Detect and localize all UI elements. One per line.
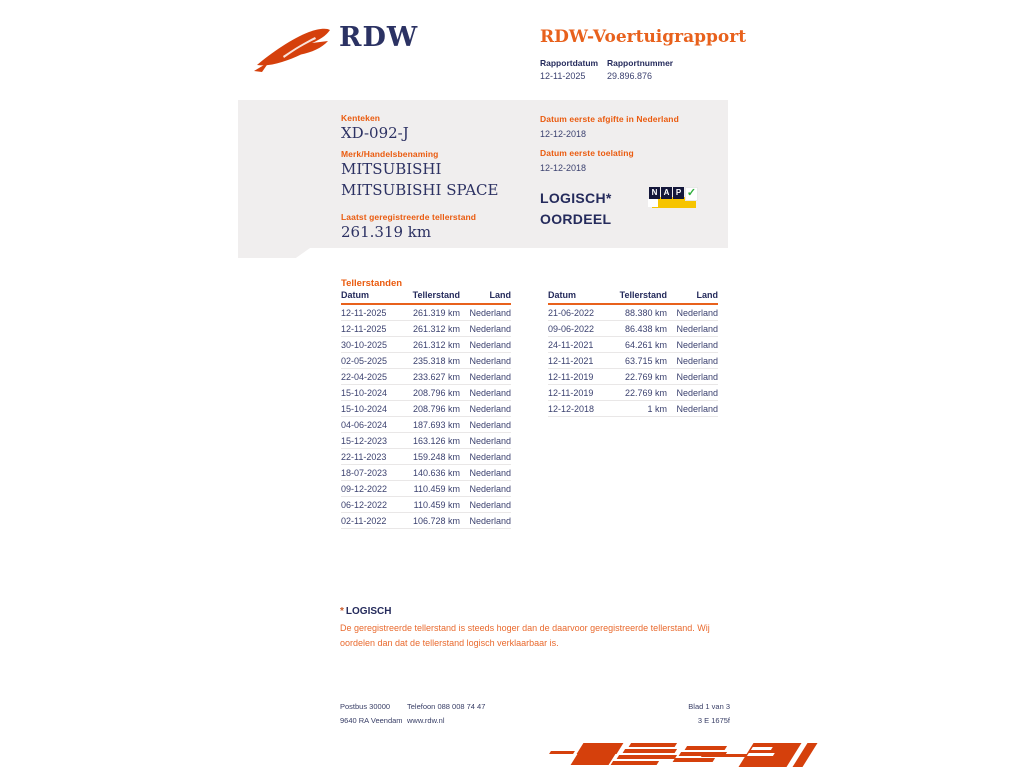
- table-row: [548, 353, 718, 369]
- table-cell: 18-07-2023: [341, 465, 399, 481]
- nap-white-chip: [648, 199, 658, 207]
- table-cell: 12-12-2018: [548, 401, 606, 417]
- table-cell: 21-06-2022: [548, 304, 606, 321]
- oordeel-text: [540, 188, 612, 230]
- col-header-tellerstand: Tellerstand: [606, 290, 667, 304]
- graphic-stripe: [577, 743, 624, 754]
- table-row: [548, 337, 718, 353]
- table-row: [341, 337, 511, 353]
- table-cell: Nederland: [460, 321, 511, 337]
- table-cell: 159.248 km: [399, 449, 460, 465]
- table-cell: 187.693 km: [399, 417, 460, 433]
- table-cell: 261.312 km: [399, 337, 460, 353]
- table-cell: 04-06-2024: [341, 417, 399, 433]
- table-cell: Nederland: [667, 304, 718, 321]
- oordeel-line1: LOGISCH*: [540, 190, 612, 206]
- graphic-stripe: [571, 754, 616, 765]
- col-header-datum: Datum: [341, 290, 399, 304]
- table-row: [548, 369, 718, 385]
- table-cell: 02-11-2022: [341, 513, 399, 529]
- table-cell: Nederland: [460, 481, 511, 497]
- kenteken-value: XD-092-J: [341, 124, 409, 142]
- report-date-label: Rapportdatum: [540, 58, 599, 68]
- afgifte-value: 12-12-2018: [540, 129, 587, 139]
- table-cell: Nederland: [460, 433, 511, 449]
- tables-heading: Tellerstanden: [341, 278, 403, 289]
- handelsbenaming-value: MITSUBISHI SPACE: [341, 181, 499, 199]
- table-cell: Nederland: [667, 369, 718, 385]
- table-cell: Nederland: [667, 353, 718, 369]
- table-cell: 208.796 km: [399, 401, 460, 417]
- merk-value: MITSUBISHI: [341, 160, 442, 178]
- table-cell: 22.769 km: [606, 369, 667, 385]
- merk-label: Merk/Handelsbenaming: [341, 149, 439, 159]
- nap-check-icon: ✓: [686, 187, 697, 199]
- table-cell: Nederland: [460, 353, 511, 369]
- oordeel-line2: OORDEEL: [540, 211, 612, 227]
- table-cell: 1 km: [606, 401, 667, 417]
- report-date-block: [540, 58, 598, 81]
- rdw-feather-logo-icon: [253, 24, 335, 74]
- graphic-stripe: [549, 751, 575, 754]
- nap-letter-n: N: [649, 187, 660, 199]
- table-cell: 22-11-2023: [341, 449, 399, 465]
- footnote-asterisk: *: [340, 606, 344, 617]
- footnote-text: De geregistreerde tellerstand is steeds hoger dan de daarvoor geregistreerde tellerstand. Wij oordelen dan dat de tellerstand logisch verklaarbaar is.: [340, 623, 710, 648]
- table-row: [548, 321, 718, 337]
- graphic-stripe: [629, 743, 677, 747]
- footer-website-link[interactable]: www.rdw.nl: [407, 716, 445, 725]
- table-row: [341, 433, 511, 449]
- rdw-wordmark: RDW: [339, 22, 419, 53]
- footer-contact: [407, 700, 485, 728]
- table-cell: 261.312 km: [399, 321, 460, 337]
- col-header-tellerstand: Tellerstand: [399, 290, 460, 304]
- toelating-label: Datum eerste toelating: [540, 148, 634, 158]
- table-row: [341, 417, 511, 433]
- table-cell: 140.636 km: [399, 465, 460, 481]
- table-row: [341, 321, 511, 337]
- table-cell: Nederland: [667, 401, 718, 417]
- table-cell: 163.126 km: [399, 433, 460, 449]
- table-cell: 110.459 km: [399, 481, 460, 497]
- table-cell: Nederland: [460, 465, 511, 481]
- table-cell: 15-12-2023: [341, 433, 399, 449]
- table-cell: 86.438 km: [606, 321, 667, 337]
- table-row: [341, 304, 511, 321]
- report-number-value: 29.896.876: [607, 71, 653, 81]
- table-row: [341, 481, 511, 497]
- table-row: [548, 304, 718, 321]
- kenteken-label: Kenteken: [341, 113, 381, 123]
- report-date-value: 12-11-2025: [540, 71, 586, 81]
- table-cell: 110.459 km: [399, 497, 460, 513]
- table-row: [341, 353, 511, 369]
- table-cell: 235.318 km: [399, 353, 460, 369]
- odometer-table-left: [341, 290, 511, 529]
- table-cell: Nederland: [460, 449, 511, 465]
- table-cell: 15-10-2024: [341, 401, 399, 417]
- table-cell: 15-10-2024: [341, 385, 399, 401]
- table-row: [341, 465, 511, 481]
- graphic-stripe: [617, 755, 677, 759]
- footnote-title-text: LOGISCH: [345, 606, 392, 617]
- table-cell: 208.796 km: [399, 385, 460, 401]
- footer-address: [340, 700, 403, 728]
- table-cell: 12-11-2021: [548, 353, 606, 369]
- table-cell: Nederland: [460, 401, 511, 417]
- table-cell: 22-04-2025: [341, 369, 399, 385]
- table-cell: 06-12-2022: [341, 497, 399, 513]
- table-row: [548, 385, 718, 401]
- table-header-row: [341, 290, 511, 304]
- col-header-land: Land: [667, 290, 718, 304]
- table-row: [341, 369, 511, 385]
- table-cell: Nederland: [460, 497, 511, 513]
- table-row: [341, 401, 511, 417]
- table-cell: Nederland: [667, 385, 718, 401]
- report-number-label: Rapportnummer: [607, 58, 674, 68]
- footnote-title: [340, 606, 391, 617]
- nap-logo: [648, 186, 696, 210]
- footer-page-indicator: Blad 1 van 3: [688, 702, 730, 711]
- odometer-table-right: [548, 290, 718, 417]
- graphic-stripe: [623, 749, 677, 753]
- graphic-block-slit: [751, 747, 773, 750]
- afgifte-label: Datum eerste afgifte in Nederland: [540, 114, 679, 124]
- table-cell: Nederland: [460, 337, 511, 353]
- graphic-stripe: [685, 746, 727, 750]
- table-cell: 233.627 km: [399, 369, 460, 385]
- col-header-land: Land: [460, 290, 511, 304]
- table-cell: 63.715 km: [606, 353, 667, 369]
- table-row: [548, 401, 718, 417]
- col-header-datum: Datum: [548, 290, 606, 304]
- table-cell: Nederland: [460, 385, 511, 401]
- footer-phone: Telefoon 088 008 74 47: [407, 702, 486, 711]
- table-cell: Nederland: [667, 321, 718, 337]
- table-header-row: [548, 290, 718, 304]
- footer-page-block: [600, 700, 730, 728]
- table-row: [341, 385, 511, 401]
- table-cell: 24-11-2021: [548, 337, 606, 353]
- table-cell: 22.769 km: [606, 385, 667, 401]
- table-row: [341, 513, 511, 529]
- footer-form-code: 3 E 1675f: [697, 716, 730, 725]
- table-cell: 09-06-2022: [548, 321, 606, 337]
- table-cell: 02-05-2025: [341, 353, 399, 369]
- table-cell: 64.261 km: [606, 337, 667, 353]
- footer-address-line1: Postbus 30000: [340, 702, 391, 711]
- table-cell: 12-11-2019: [548, 369, 606, 385]
- table-cell: 12-11-2025: [341, 321, 399, 337]
- tellerstand-value: 261.319 km: [341, 223, 432, 241]
- table-cell: 12-11-2025: [341, 304, 399, 321]
- table-row: [341, 449, 511, 465]
- graphic-block-slit: [747, 753, 775, 756]
- toelating-value: 12-12-2018: [540, 163, 587, 173]
- table-cell: 88.380 km: [606, 304, 667, 321]
- table-cell: Nederland: [460, 304, 511, 321]
- table-cell: 09-12-2022: [341, 481, 399, 497]
- graphic-stripe: [673, 758, 715, 762]
- tellerstand-label: Laatst geregistreerde tellerstand: [341, 212, 477, 222]
- nap-letter-p: P: [673, 187, 684, 199]
- table-cell: 12-11-2019: [548, 385, 606, 401]
- table-cell: Nederland: [460, 417, 511, 433]
- table-cell: Nederland: [460, 369, 511, 385]
- report-number-block: [607, 58, 673, 81]
- nap-letter-a: A: [661, 187, 672, 199]
- graphic-stripe: [611, 761, 659, 765]
- footer-address-line2: 9640 RA Veendam: [340, 716, 403, 725]
- table-cell: 106.728 km: [399, 513, 460, 529]
- table-cell: Nederland: [460, 513, 511, 529]
- page-title: RDW-Voertuigrapport: [540, 27, 747, 47]
- table-cell: Nederland: [667, 337, 718, 353]
- table-cell: 30-10-2025: [341, 337, 399, 353]
- table-cell: 261.319 km: [399, 304, 460, 321]
- table-row: [341, 497, 511, 513]
- rdw-footer-graphic: [550, 742, 808, 768]
